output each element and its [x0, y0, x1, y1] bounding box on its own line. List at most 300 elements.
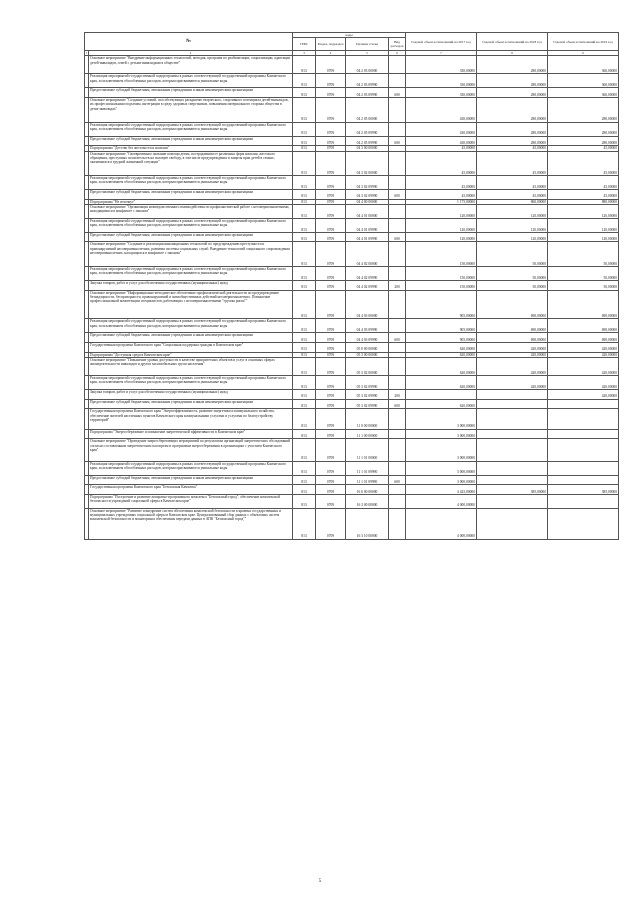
row-target-article: 04 4 03 09990 [346, 319, 389, 333]
row-razdel: 0709 [316, 357, 346, 375]
row-name: Подпрограмма "Детство без жестокости и насилия" [89, 146, 293, 151]
row-razdel: 0709 [316, 122, 346, 136]
row-expense-type [389, 485, 406, 495]
row-grbs: 813 [293, 56, 316, 74]
row-razdel: 0709 [316, 376, 346, 390]
row-expense-type [389, 176, 406, 190]
row-amount-2019: 690,00000 [548, 319, 619, 333]
row-amount-2017: 120,00000 [406, 204, 477, 218]
row-amount-2017: 430,00000 [406, 98, 477, 123]
row-razdel: 0709 [316, 485, 346, 495]
row-grbs: 813 [293, 390, 316, 400]
row-expense-type: 200 [389, 390, 406, 400]
row-target-article: 04 2 03 09990 [346, 74, 389, 88]
header-num: № [85, 33, 293, 51]
row-expense-type [389, 439, 406, 461]
row-grbs: 813 [293, 399, 316, 409]
row-amount-2017: 620,00000 [406, 352, 477, 357]
header-razdel: Раздел, подраздел [316, 38, 346, 51]
row-amount-2019: 360,00000 [548, 88, 619, 98]
row-grbs: 813 [293, 151, 316, 176]
row-razdel: 0709 [316, 56, 346, 74]
row-amount-2018: 690,00000 [477, 319, 548, 333]
row-grbs: 813 [293, 461, 316, 475]
budget-rows [85, 56, 619, 539]
row-razdel: 0709 [316, 399, 346, 409]
row-target-article: 11 0 00 00000 [346, 409, 389, 429]
row-amount-2018: 280,00000 [477, 122, 548, 136]
row-target-article: 05 3 00 00000 [346, 352, 389, 357]
row-amount-2019: 420,00000 [548, 357, 619, 375]
row-amount-2019: 420,00000 [548, 352, 619, 357]
table-row [85, 376, 619, 390]
row-amount-2018: 45,00000 [477, 190, 548, 200]
row-target-article: 11 1 01 09990 [346, 461, 389, 475]
row-razdel: 0709 [316, 429, 346, 439]
row-name: Основное мероприятие "Создание и реализация инновационных технологий по предупреждению преступности и правонарушений несовершеннолетних, развития системы социальных служб. Внедрение технологий социального сопровождения несовершеннолетних, находящихся в конфликте с законом" [89, 242, 293, 267]
row-amount-2018: 280,00000 [477, 56, 548, 74]
row-amount-2019: 690,00000 [548, 290, 619, 319]
row-amount-2018: 120,00000 [477, 218, 548, 232]
row-amount-2018 [477, 461, 548, 475]
row-grbs: 813 [293, 494, 316, 508]
row-amount-2018: 45,00000 [477, 176, 548, 190]
row-amount-2019: 385,00000 [548, 485, 619, 495]
index-cell: 7 [406, 51, 477, 56]
row-name: Основное мероприятие "Развитие и внедрение систем обеспечения комплексной безопасности в краевых государственных и муниципальных учреждениях социальной сферы в Камчатском крае. Централизованный сбор данных с объектовых систем комплексной безопасности и мониторинга обеспечения передачи данных в АПК "Безопасный город"" [89, 508, 293, 539]
row-amount-2018: 120,00000 [477, 232, 548, 242]
table-row [85, 475, 619, 485]
row-target-article: 04 2 05 09990 [346, 136, 389, 146]
row-grbs: 813 [293, 190, 316, 200]
row-name: Государственная программа Камчатского края "Энергоэффективность, развитие энергетики и коммунального хозяйства, обеспечение жителей населенных пунктов Камчатского края коммунальными услугами и услугами по благоустройству территорий" [89, 409, 293, 429]
row-target-article: 16 3 10 00000 [346, 508, 389, 539]
row-expense-type [389, 508, 406, 539]
row-name: Предоставление субсидий бюджетным, автономным учреждениям и иным некоммерческим организациям [89, 333, 293, 343]
row-grbs: 813 [293, 122, 316, 136]
row-amount-2017: 150,00000 [406, 280, 477, 290]
row-expense-type [389, 151, 406, 176]
table-row [85, 485, 619, 495]
row-amount-2019: 360,00000 [548, 74, 619, 88]
row-target-article: 11 1 00 00000 [346, 429, 389, 439]
table-row [85, 176, 619, 190]
row-name: Предоставление субсидий бюджетным, автономным учреждениям и иным некоммерческим организациям [89, 190, 293, 200]
row-amount-2019: 50,00000 [548, 267, 619, 281]
row-expense-type [389, 357, 406, 375]
row-razdel: 0709 [316, 390, 346, 400]
table-row [85, 56, 619, 74]
row-target-article: 04 4 02 00000 [346, 242, 389, 267]
row-amount-2017: 3 000,00000 [406, 475, 477, 485]
row-name: Государственная программа Камчатского края "Социальная поддержка граждан в Камчатском крае" [89, 342, 293, 352]
row-razdel: 0709 [316, 267, 346, 281]
row-amount-2019: 45,00000 [548, 146, 619, 151]
row-amount-2017: 330,00000 [406, 88, 477, 98]
row-name: Основное мероприятие "Создание условий, способствующих раскрытию творческого, спортивного потенциала детей-инвалидов, их профессиональным подъемам, интеграции в среду здоровых сверстников, повышения материального стороны общества в детях-инвалидах" [89, 98, 293, 123]
row-grbs: 813 [293, 485, 316, 495]
row-target-article: 04 4 03 00000 [346, 290, 389, 319]
row-grbs: 813 [293, 352, 316, 357]
row-amount-2019: 420,00000 [548, 342, 619, 352]
row-name: Основное мероприятие "Своевременное оказание помощи детям, пострадавшим от различных форм насилия, жестокого обращения, преступных посягательств на половую свободу, в том числе предупреждения и защиты прав детей в семьях, оказавшихся в трудной жизненной ситуации" [89, 151, 293, 176]
row-target-article: 04 3 00 00000 [346, 146, 389, 151]
table-row [85, 508, 619, 539]
row-amount-2018: 385,00000 [477, 485, 548, 495]
row-amount-2018 [477, 409, 548, 429]
row-target-article: 11 1 01 09990 [346, 475, 389, 485]
table-row [85, 267, 619, 281]
row-amount-2017: 4 000,00000 [406, 494, 477, 508]
row-expense-type [389, 242, 406, 267]
row-grbs: 813 [293, 319, 316, 333]
header-codes: коды [293, 33, 406, 38]
row-expense-type [389, 267, 406, 281]
table-row [85, 319, 619, 333]
row-amount-2019 [548, 475, 619, 485]
row-amount-2017: 905,00000 [406, 290, 477, 319]
row-expense-type [389, 461, 406, 475]
row-amount-2019 [548, 508, 619, 539]
row-amount-2018: 280,00000 [477, 74, 548, 88]
table-row [85, 439, 619, 461]
row-name: Реализация мероприятий государственной подпрограммы в рамках соответствующей государственной программы Камчатского края, за исключением обособленных расходов, которым присваиваются уникальные коды [89, 122, 293, 136]
row-grbs: 813 [293, 376, 316, 390]
row-razdel: 0709 [316, 352, 346, 357]
row-expense-type: 600 [389, 136, 406, 146]
row-amount-2017: 620,00000 [406, 399, 477, 409]
row-amount-2019: 880,00000 [548, 199, 619, 204]
row-name: Подпрограмма "Энергосбережение и повышение энергетической эффективности в Камчатском крае" [89, 429, 293, 439]
row-amount-2018: 280,00000 [477, 98, 548, 123]
table-row [85, 429, 619, 439]
row-amount-2017: 1 175,00000 [406, 199, 477, 204]
row-amount-2019: 120,00000 [548, 218, 619, 232]
row-name: Основное мероприятие "Внедрение информационных технологий, методик, программ по реабилитации, социализации, адаптации детей-инвалидов, семей с детьми-инвалидами в обществе" [89, 56, 293, 74]
row-amount-2019 [548, 461, 619, 475]
row-grbs: 813 [293, 280, 316, 290]
table-row [85, 151, 619, 176]
row-amount-2018 [477, 494, 548, 508]
row-amount-2019: 120,00000 [548, 232, 619, 242]
row-amount-2017: 620,00000 [406, 376, 477, 390]
row-amount-2017: 45,00000 [406, 176, 477, 190]
row-target-article: 04 4 03 09990 [346, 333, 389, 343]
row-name: Реализация мероприятий государственной подпрограммы в рамках соответствующей государственной программы Камчатского края, за исключением обособленных расходов, которым присваиваются уникальные коды [89, 319, 293, 333]
row-target-article: 11 1 01 00000 [346, 439, 389, 461]
row-name: Предоставление субсидий бюджетным, автономным учреждениям и иным некоммерческим организациям [89, 88, 293, 98]
row-amount-2018 [477, 475, 548, 485]
row-razdel: 0709 [316, 190, 346, 200]
row-amount-2019: 45,00000 [548, 176, 619, 190]
row-razdel: 0709 [316, 199, 346, 204]
header-grbs: ГРБС [293, 38, 316, 51]
row-target-article: 04 4 00 00000 [346, 199, 389, 204]
row-razdel: 0709 [316, 151, 346, 176]
row-amount-2018: 280,00000 [477, 88, 548, 98]
row-amount-2018: 50,00000 [477, 267, 548, 281]
row-target-article: 04 3 02 00000 [346, 151, 389, 176]
row-name: Предоставление субсидий бюджетным, автономным учреждениям и иным некоммерческим организациям [89, 475, 293, 485]
row-target-article: 05 0 00 00000 [346, 342, 389, 352]
row-amount-2019: 50,00000 [548, 280, 619, 290]
row-expense-type [389, 98, 406, 123]
row-expense-type [389, 376, 406, 390]
row-target-article: 04 4 01 00000 [346, 204, 389, 218]
row-target-article: 05 3 02 09990 [346, 376, 389, 390]
row-target-article: 04 4 02 09990 [346, 280, 389, 290]
row-target-article: 04 3 02 09990 [346, 190, 389, 200]
table-row [85, 232, 619, 242]
row-razdel: 0709 [316, 176, 346, 190]
row-amount-2018: 50,00000 [477, 242, 548, 267]
index-cell: 3 [293, 51, 316, 56]
row-grbs: 813 [293, 290, 316, 319]
row-amount-2019: 280,00000 [548, 98, 619, 123]
row-razdel: 0709 [316, 409, 346, 429]
row-amount-2017: 120,00000 [406, 232, 477, 242]
row-name: Закупка товаров, работ и услуг для обеспечения государственных (муниципальных) нужд [89, 280, 293, 290]
row-grbs: 813 [293, 146, 316, 151]
row-target-article: 04 3 02 09990 [346, 176, 389, 190]
row-amount-2018 [477, 429, 548, 439]
row-expense-type [389, 494, 406, 508]
row-amount-2018: 45,00000 [477, 146, 548, 151]
row-expense-type [389, 409, 406, 429]
row-razdel: 0709 [316, 88, 346, 98]
row-amount-2019 [548, 409, 619, 429]
row-amount-2019: 45,00000 [548, 151, 619, 176]
row-amount-2017: 3 000,00000 [406, 429, 477, 439]
table-row [85, 242, 619, 267]
table-row [85, 218, 619, 232]
row-amount-2018: 420,00000 [477, 342, 548, 352]
row-grbs: 813 [293, 199, 316, 204]
row-razdel: 0709 [316, 98, 346, 123]
row-amount-2019 [548, 429, 619, 439]
row-amount-2019: 280,00000 [548, 136, 619, 146]
table-row [85, 342, 619, 352]
row-expense-type [389, 342, 406, 352]
row-amount-2017: 3 000,00000 [406, 409, 477, 429]
row-amount-2018: 420,00000 [477, 357, 548, 375]
row-name: Реализация мероприятий государственной подпрограммы в рамках соответствующей государственной программы Камчатского края, за исключением обособленных расходов, которым присваиваются уникальные коды [89, 376, 293, 390]
row-razdel: 0709 [316, 146, 346, 151]
row-amount-2017: 45,00000 [406, 151, 477, 176]
row-target-article: 04 4 02 09990 [346, 267, 389, 281]
row-name: Предоставление субсидий бюджетным, автономным учреждениям и иным некоммерческим организациям [89, 136, 293, 146]
row-name: Основное мероприятие "Повышение уровня доступности в качестве приоритетных объектов и услуг в основных сферах жизнедеятельности инвалидов и других маломобильных групп населения" [89, 357, 293, 375]
row-amount-2018: 50,00000 [477, 280, 548, 290]
row-amount-2019: 120,00000 [548, 204, 619, 218]
index-cell: 1 [86, 51, 88, 56]
header-2019: Годовой объем ассигнований на 2019 год [548, 33, 619, 51]
index-cell: 9 [548, 51, 619, 56]
row-amount-2017: 330,00000 [406, 56, 477, 74]
row-razdel: 0709 [316, 333, 346, 343]
row-amount-2017: 430,00000 [406, 136, 477, 146]
table-row [85, 494, 619, 508]
row-target-article: 04 2 03 09990 [346, 88, 389, 98]
row-expense-type: 600 [389, 232, 406, 242]
row-expense-type: 200 [389, 280, 406, 290]
row-amount-2018 [477, 399, 548, 409]
row-amount-2019: 280,00000 [548, 122, 619, 136]
table-row [85, 74, 619, 88]
row-target-article: 04 4 01 09990 [346, 218, 389, 232]
row-name: Реализация мероприятий государственной подпрограммы в рамках соответствующей государственной программы Камчатского края, за исключением обособленных расходов, которым присваиваются уникальные коды [89, 461, 293, 475]
row-expense-type [389, 56, 406, 74]
row-razdel: 0709 [316, 218, 346, 232]
row-target-article: 04 4 01 09990 [346, 232, 389, 242]
header-cs: Целевая статья [346, 38, 389, 51]
row-amount-2018: 120,00000 [477, 204, 548, 218]
row-amount-2019: 690,00000 [548, 333, 619, 343]
row-amount-2018 [477, 439, 548, 461]
header-2017: Годовой объем ассигнований на 2017 год [406, 33, 477, 51]
row-grbs: 813 [293, 342, 316, 352]
index-cell: 4 [316, 51, 346, 56]
row-target-article: 04 2 05 00000 [346, 98, 389, 123]
row-grbs: 813 [293, 232, 316, 242]
row-amount-2019: 360,00000 [548, 56, 619, 74]
row-grbs: 813 [293, 439, 316, 461]
row-target-article: 16 3 00 00000 [346, 494, 389, 508]
row-grbs: 813 [293, 267, 316, 281]
page-number: 5 [318, 879, 322, 884]
table-row [85, 290, 619, 319]
row-grbs: 813 [293, 409, 316, 429]
row-expense-type: 600 [389, 88, 406, 98]
row-amount-2017: 3 000,00000 [406, 461, 477, 475]
row-grbs: 813 [293, 508, 316, 539]
header-2018: Годовой объем ассигнований на 2018 год [477, 33, 548, 51]
row-amount-2019: 45,00000 [548, 190, 619, 200]
row-grbs: 813 [293, 475, 316, 485]
row-target-article: 16 0 00 00000 [346, 485, 389, 495]
row-amount-2017: 905,00000 [406, 333, 477, 343]
budget-table-page [84, 32, 618, 540]
row-expense-type: 600 [389, 333, 406, 343]
row-grbs: 813 [293, 218, 316, 232]
row-target-article: 04 2 03 00000 [346, 56, 389, 74]
row-amount-2018: 690,00000 [477, 333, 548, 343]
row-amount-2018: 860,00000 [477, 199, 548, 204]
row-target-article: 04 2 05 09990 [346, 122, 389, 136]
row-amount-2017: 3 000,00000 [406, 439, 477, 461]
table-row [85, 190, 619, 200]
table-row [85, 88, 619, 98]
index-cell: 8 [477, 51, 548, 56]
row-name: Реализация мероприятий государственной подпрограммы в рамках соответствующей государственной программы Камчатского края, за исключением обособленных расходов, которым присваиваются уникальные коды [89, 218, 293, 232]
table-row [85, 204, 619, 218]
table-row [85, 98, 619, 123]
row-expense-type [389, 290, 406, 319]
row-amount-2017: 4 000,00000 [406, 508, 477, 539]
row-amount-2018: 45,00000 [477, 151, 548, 176]
row-amount-2017: 620,00000 [406, 342, 477, 352]
row-target-article: 05 3 02 09990 [346, 399, 389, 409]
row-amount-2017 [406, 390, 477, 400]
row-expense-type [389, 74, 406, 88]
row-razdel: 0709 [316, 439, 346, 461]
row-name: Реализация мероприятий государственной подпрограммы в рамках соответствующей государственной программы Камчатского края, за исключением обособленных расходов, которым присваиваются уникальные коды [89, 176, 293, 190]
row-amount-2018 [477, 390, 548, 400]
row-razdel: 0709 [316, 461, 346, 475]
row-grbs: 813 [293, 98, 316, 123]
row-amount-2017: 120,00000 [406, 218, 477, 232]
row-grbs: 813 [293, 333, 316, 343]
row-razdel: 0709 [316, 136, 346, 146]
row-expense-type [389, 122, 406, 136]
row-amount-2018: 420,00000 [477, 376, 548, 390]
row-grbs: 813 [293, 357, 316, 375]
row-target-article: 05 3 02 09990 [346, 390, 389, 400]
row-amount-2018 [477, 508, 548, 539]
row-amount-2019: 420,00000 [548, 390, 619, 400]
row-amount-2017: 905,00000 [406, 319, 477, 333]
row-razdel: 0709 [316, 232, 346, 242]
row-expense-type [389, 218, 406, 232]
table-row [85, 280, 619, 290]
row-amount-2019 [548, 439, 619, 461]
row-name: Закупка товаров, работ и услуг для обеспечения государственных (муниципальных) нужд [89, 390, 293, 400]
budget-table [84, 32, 619, 540]
row-name: Государственная программа Камчатского края "Безопасная Камчатка" [89, 485, 293, 495]
row-amount-2019: 420,00000 [548, 376, 619, 390]
row-grbs: 813 [293, 136, 316, 146]
row-grbs: 813 [293, 204, 316, 218]
row-razdel: 0709 [316, 290, 346, 319]
row-razdel: 0709 [316, 242, 346, 267]
row-amount-2017: 4 425,00000 [406, 485, 477, 495]
row-amount-2019 [548, 399, 619, 409]
row-amount-2017: 45,00000 [406, 190, 477, 200]
table-row [85, 390, 619, 400]
row-amount-2018: 280,00000 [477, 136, 548, 146]
table-row [85, 461, 619, 475]
row-amount-2018: 690,00000 [477, 290, 548, 319]
row-expense-type [389, 204, 406, 218]
row-razdel: 0709 [316, 74, 346, 88]
row-amount-2017: 620,00000 [406, 357, 477, 375]
row-name: Основное мероприятие "Информационно-методическое обеспечение профилактической деятельности по предупреждению безнадзорности, беспризорности, правонарушений и антиобщественных действий несовершеннолетних. Повышение профессиональной компетенции специалистов, работающих с несовершеннолетними "группы риска"" [89, 290, 293, 319]
row-grbs: 813 [293, 88, 316, 98]
row-amount-2019 [548, 494, 619, 508]
row-expense-type: 600 [389, 399, 406, 409]
row-amount-2017: 150,00000 [406, 267, 477, 281]
index-cell: 2 [89, 51, 293, 56]
row-name: Подпрограмма "Построение и развитие аппаратно-программного комплекса "Безопасный город", обеспечение комплексной безопасности учреждений социальной сферы в Камчатском крае" [89, 494, 293, 508]
row-amount-2017: 45,00000 [406, 146, 477, 151]
row-razdel: 0709 [316, 475, 346, 485]
table-row [85, 409, 619, 429]
header-vr: Вид расходов [389, 38, 406, 51]
row-name: Подпрограмма "Не исчезнут" [89, 199, 293, 204]
table-row [85, 333, 619, 343]
row-name: Предоставление субсидий бюджетным, автономным учреждениям и иным некоммерческим организациям [89, 399, 293, 409]
row-expense-type [389, 429, 406, 439]
row-grbs: 813 [293, 74, 316, 88]
row-name: Основное мероприятие "Организация межведомственного взаимодействия по профилактической работе с несовершеннолетними, находящимися в конфликте с законом" [89, 204, 293, 218]
index-cell: 6 [389, 51, 406, 56]
row-name: Реализация мероприятий государственной подпрограммы в рамках соответствующей государственной программы Камчатского края, за исключением обособленных расходов, которым присваиваются уникальные коды [89, 267, 293, 281]
row-name: Реализация мероприятий государственной подпрограммы в рамках соответствующей государственной программы Камчатского края, за исключением обособленных расходов, которым присваиваются уникальные коды [89, 74, 293, 88]
row-name: Основное мероприятие "Проведение энергосберегающих мероприятий по результатам организаций энергетических обследований согласно составленным энергетическим паспортам и программам энергосбережения в организациях с участием Камчатского края" [89, 439, 293, 461]
row-razdel: 0709 [316, 342, 346, 352]
row-expense-type [389, 319, 406, 333]
table-row [85, 122, 619, 136]
